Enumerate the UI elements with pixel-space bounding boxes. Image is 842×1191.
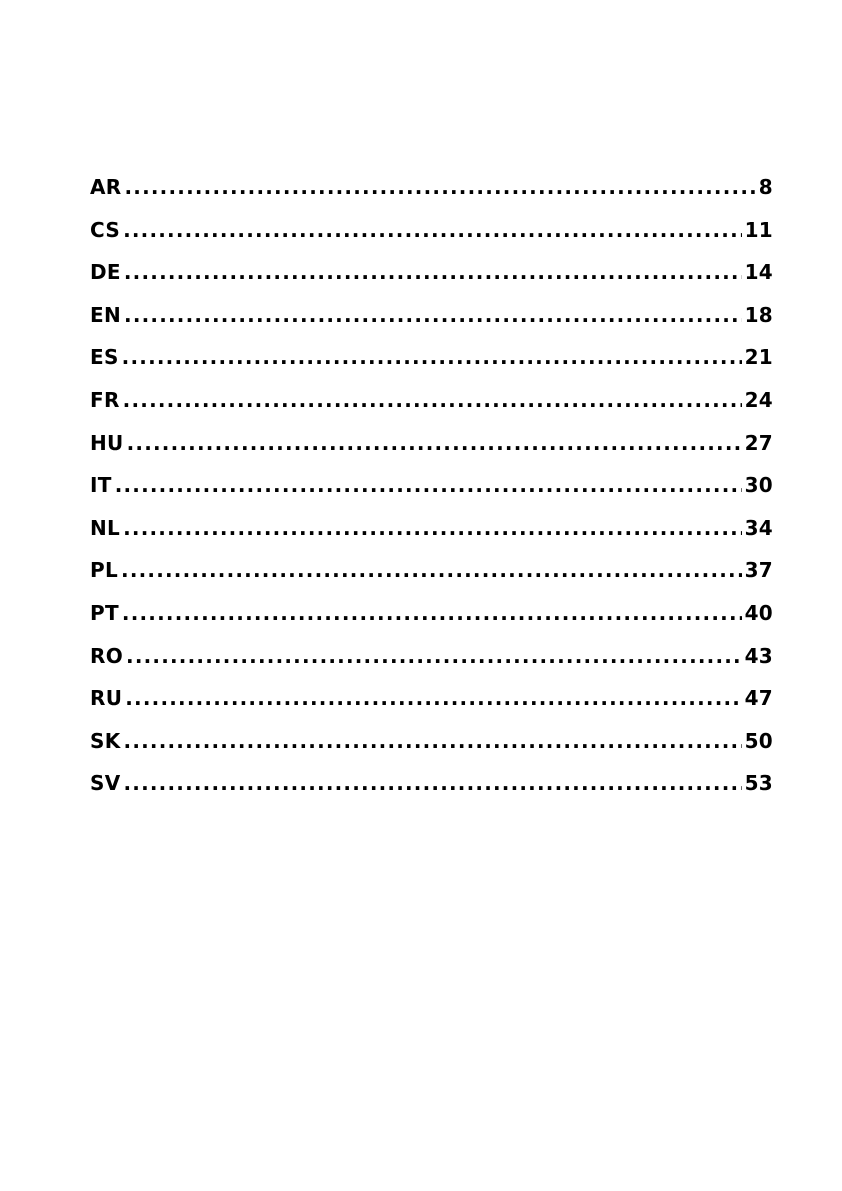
toc-entry-sv [90, 769, 773, 812]
toc-entry-pt [90, 599, 773, 642]
toc-entry-nl [90, 514, 773, 557]
toc-language-code: FR [90, 387, 120, 412]
toc-page-number: 24 [744, 387, 773, 412]
toc-leader-dots [123, 386, 742, 414]
toc-language-code: CS [90, 217, 121, 242]
toc-page-number: 37 [744, 558, 773, 583]
toc-leader-dots [123, 769, 741, 797]
toc-page-number: 21 [744, 345, 773, 370]
toc-page-number: 8 [758, 175, 773, 199]
toc-page-number: 47 [744, 686, 773, 711]
toc-entry-hu [90, 429, 773, 472]
toc-language-code: RU [90, 686, 123, 711]
toc-page-number: 18 [744, 302, 773, 327]
toc-leader-dots [123, 514, 741, 542]
toc-page-number: 53 [744, 771, 773, 796]
toc-page-number: 27 [744, 430, 773, 455]
toc-page-number: 34 [744, 515, 773, 540]
toc-entry-fr [90, 386, 773, 429]
toc-leader-dots [115, 471, 742, 499]
toc-language-code: RO [90, 643, 124, 668]
toc-language-code: IT [90, 473, 112, 498]
toc-page-number: 40 [744, 600, 773, 625]
toc-leader-dots [124, 727, 742, 755]
toc-entry-cs [90, 216, 773, 259]
toc-language-code: HU [90, 430, 124, 455]
toc-language-code: EN [90, 302, 122, 327]
toc-language-code: PT [90, 600, 119, 625]
toc-language-code: AR [90, 175, 122, 199]
toc-page-number: 30 [744, 473, 773, 498]
toc-entry-pl [90, 556, 773, 599]
toc-leader-dots [127, 429, 742, 457]
toc-leader-dots [126, 642, 742, 670]
toc-language-code: PL [90, 558, 119, 583]
toc-language-code: DE [90, 260, 121, 285]
toc-entry-es [90, 343, 773, 386]
toc-leader-dots [123, 216, 742, 244]
toc-leader-dots [125, 684, 741, 712]
toc-language-code: SK [90, 728, 121, 753]
toc-entry-sk [90, 727, 773, 770]
toc-entry-it [90, 471, 773, 514]
toc-entry-ru [90, 684, 773, 727]
toc-page-number: 14 [744, 260, 773, 285]
toc-entry-ar [90, 173, 773, 216]
toc-page-number: 11 [744, 217, 773, 242]
toc-leader-dots [124, 173, 755, 201]
toc-leader-dots [122, 343, 742, 371]
toc-page-number: 50 [744, 728, 773, 753]
toc-leader-dots [121, 556, 742, 584]
toc-page-number: 43 [744, 643, 773, 668]
toc-language-code: NL [90, 515, 121, 540]
toc-language-code: ES [90, 345, 119, 370]
toc-leader-dots [122, 599, 742, 627]
toc-entry-ro [90, 642, 773, 685]
toc-leader-dots [124, 258, 742, 286]
table-of-contents [90, 173, 773, 812]
toc-entry-en [90, 301, 773, 344]
toc-entry-de [90, 258, 773, 301]
toc-leader-dots [124, 301, 742, 329]
toc-language-code: SV [90, 771, 121, 796]
